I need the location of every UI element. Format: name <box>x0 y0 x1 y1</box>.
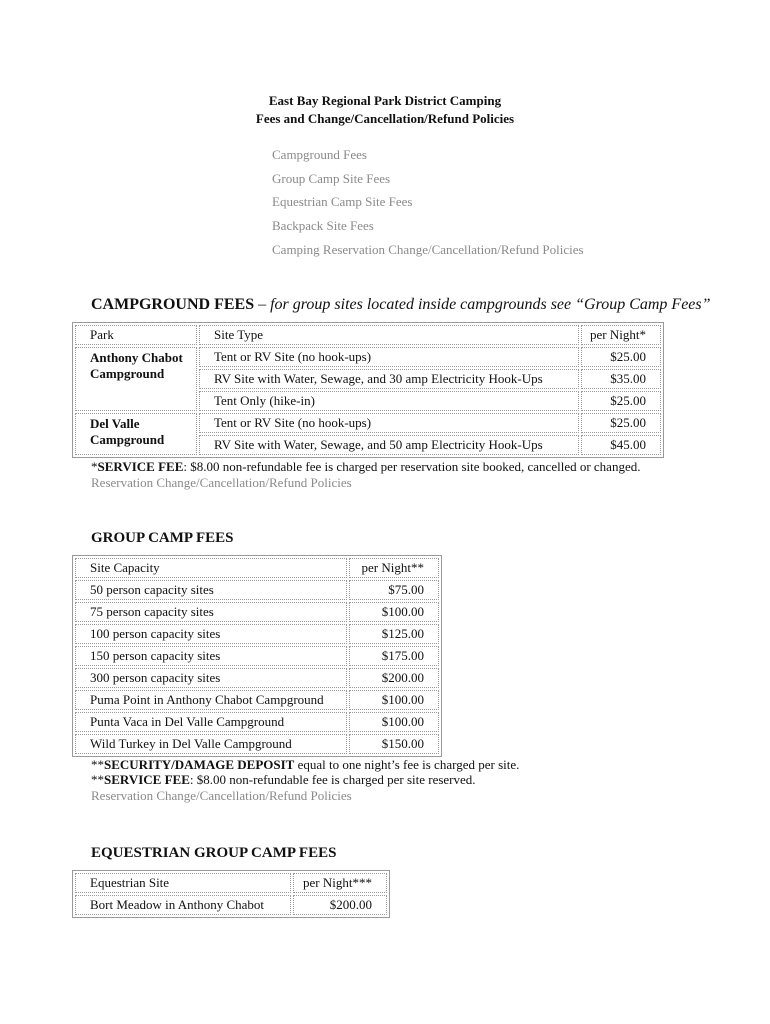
column-header-per-night: per Night* <box>581 325 661 345</box>
campground-fees-heading-text: CAMPGROUND FEES <box>91 296 255 313</box>
table-row <box>75 413 661 433</box>
fee-cell: $25.00 <box>581 347 661 367</box>
column-header-site-type: Site Type <box>199 325 579 345</box>
site-cell: Punta Vaca in Del Valle Campground <box>75 712 347 732</box>
table-row <box>75 690 439 710</box>
column-header-equestrian-site: Equestrian Site <box>75 873 291 893</box>
fee-cell: $100.00 <box>349 602 439 622</box>
fee-cell: $200.00 <box>349 668 439 688</box>
footnote-marker: ** <box>91 772 104 787</box>
table-row <box>75 646 439 666</box>
site-cell: 75 person capacity sites <box>75 602 347 622</box>
equestrian-fees-table <box>72 870 390 918</box>
table-row <box>75 624 439 644</box>
toc-link-group-camp-fees[interactable]: Group Camp Site Fees <box>272 171 391 186</box>
service-fee-text: : $8.00 non-refundable fee is charged per site reserved. <box>189 772 476 787</box>
fee-cell: $100.00 <box>349 712 439 732</box>
campground-fees-heading-note: – for group sites located inside campgrounds see “Group Camp Fees” <box>258 296 711 313</box>
site-cell: 50 person capacity sites <box>75 580 347 600</box>
service-fee-text: : $8.00 non-refundable fee is charged per reservation site booked, cancelled or changed. <box>183 459 641 474</box>
campground-fees-table <box>72 322 664 458</box>
site-cell: Puma Point in Anthony Chabot Campground <box>75 690 347 710</box>
column-header-per-night: per Night** <box>349 558 439 578</box>
group-service-fee-note <box>91 772 476 788</box>
campground-policy-link[interactable]: Reservation Change/Cancellation/Refund Policies <box>91 475 352 490</box>
toc-link-change-cancellation-policies[interactable]: Camping Reservation Change/Cancellation/Refund Policies <box>272 242 584 257</box>
footnote-marker: ** <box>91 757 104 772</box>
fee-cell: $150.00 <box>349 734 439 754</box>
site-cell: 300 person capacity sites <box>75 668 347 688</box>
service-fee-label: SERVICE FEE <box>104 772 190 787</box>
fee-cell: $175.00 <box>349 646 439 666</box>
document-title-line-2: Fees and Change/Cancellation/Refund Policies <box>255 111 515 126</box>
site-cell: Wild Turkey in Del Valle Campground <box>75 734 347 754</box>
site-type-cell: RV Site with Water, Sewage, and 30 amp Electricity Hook-Ups <box>199 369 579 389</box>
footnote-marker: * <box>91 459 98 474</box>
table-header-row <box>75 325 661 345</box>
toc-link-equestrian-fees[interactable]: Equestrian Camp Site Fees <box>272 194 413 209</box>
table-row <box>75 668 439 688</box>
group-camp-fees-heading: GROUP CAMP FEES <box>91 530 234 546</box>
fee-cell: $125.00 <box>349 624 439 644</box>
site-cell: Bort Meadow in Anthony Chabot <box>75 895 291 915</box>
table-row <box>75 580 439 600</box>
park-name-del-valle: Del Valle Campground <box>75 413 197 455</box>
site-cell: 100 person capacity sites <box>75 624 347 644</box>
column-header-park: Park <box>75 325 197 345</box>
document-title-line-1: East Bay Regional Park District Camping <box>268 93 502 108</box>
campground-fees-heading <box>91 295 711 315</box>
fee-cell: $25.00 <box>581 413 661 433</box>
table-row <box>75 602 439 622</box>
deposit-text: equal to one night’s fee is charged per site. <box>294 757 520 772</box>
toc-link-campground-fees[interactable]: Campground Fees <box>272 147 367 162</box>
fee-cell: $35.00 <box>581 369 661 389</box>
group-camp-fees-table <box>72 555 442 757</box>
fee-cell: $75.00 <box>349 580 439 600</box>
site-type-cell: Tent or RV Site (no hook-ups) <box>199 413 579 433</box>
equestrian-fees-heading: EQUESTRIAN GROUP CAMP FEES <box>91 845 337 861</box>
table-row <box>75 712 439 732</box>
table-header-row <box>75 558 439 578</box>
toc-link-backpack-fees[interactable]: Backpack Site Fees <box>272 218 374 233</box>
table-header-row <box>75 873 387 893</box>
fee-cell: $25.00 <box>581 391 661 411</box>
site-type-cell: RV Site with Water, Sewage, and 50 amp Electricity Hook-Ups <box>199 435 579 455</box>
group-policy-link[interactable]: Reservation Change/Cancellation/Refund Policies <box>91 788 352 803</box>
fee-cell: $45.00 <box>581 435 661 455</box>
site-type-cell: Tent or RV Site (no hook-ups) <box>199 347 579 367</box>
group-deposit-note <box>91 757 519 773</box>
deposit-label: SECURITY/DAMAGE DEPOSIT <box>104 757 295 772</box>
site-type-cell: Tent Only (hike-in) <box>199 391 579 411</box>
fee-cell: $100.00 <box>349 690 439 710</box>
table-row <box>75 347 661 367</box>
service-fee-label: SERVICE FEE <box>97 459 184 474</box>
park-name-anthony-chabot: Anthony Chabot Campground <box>75 347 197 411</box>
fee-cell: $200.00 <box>293 895 387 915</box>
column-header-site-capacity: Site Capacity <box>75 558 347 578</box>
table-row <box>75 895 387 915</box>
table-row <box>75 734 439 754</box>
column-header-per-night: per Night*** <box>293 873 387 893</box>
site-cell: 150 person capacity sites <box>75 646 347 666</box>
campground-service-fee-note <box>91 459 640 475</box>
